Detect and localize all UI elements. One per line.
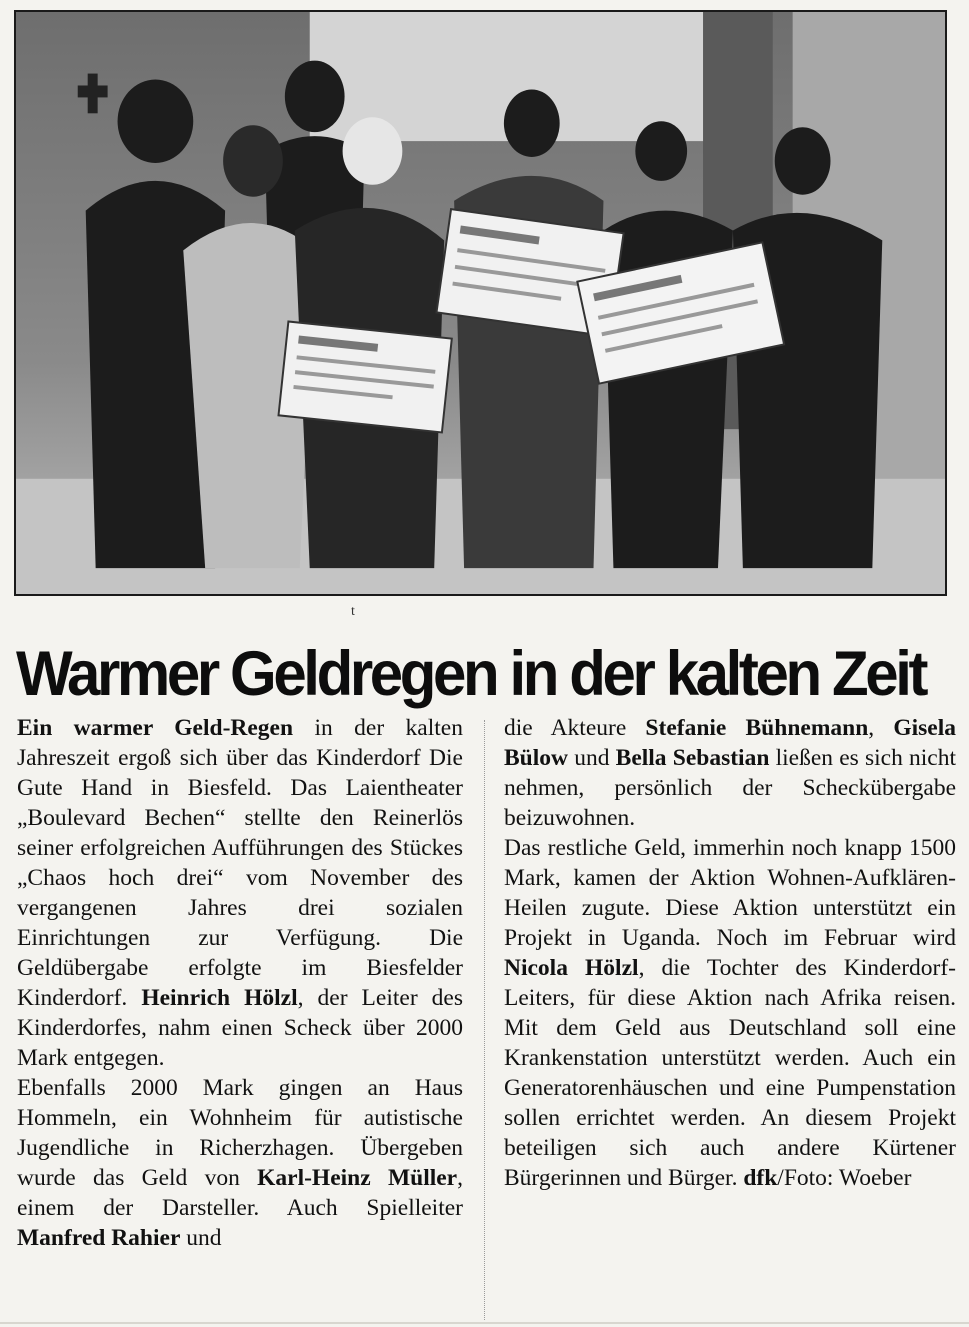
article-column-right: [504, 713, 956, 1193]
page-edge: [0, 1322, 969, 1324]
article-paragraph: [504, 833, 956, 1193]
print-speck: t: [351, 604, 355, 619]
bold-name: Ein warmer Geld-Regen: [17, 715, 294, 741]
text-run: , einem der Darsteller. Auch Spielleiter: [17, 1165, 463, 1221]
column-divider: [484, 720, 486, 1320]
article-paragraph: [17, 1073, 463, 1253]
text-run: und: [180, 1225, 222, 1251]
bold-name: dfk: [743, 1165, 778, 1191]
text-run: die Akteure: [504, 715, 646, 741]
text-run: in der kalten Jahreszeit ergoß sich über das Kinderdorf Die Gute Hand in Biesfeld. Das Laientheater „Boulevard Bechen“ stellte den Reinerlös seiner erfolgreichen Aufführungen des Stückes „Chaos hoch drei“ vom November des vergangenen Jahres drei sozialen Einrichtungen zur Verfügung. Die Geldübergabe erfolgte im Biesfelder Kinderdorf.: [17, 715, 463, 1011]
article-photo: [14, 10, 947, 596]
article-paragraph: [504, 713, 956, 833]
article-column-left: [17, 713, 463, 1253]
bold-name: Heinrich Hölzl: [141, 985, 298, 1011]
text-run: ließen es sich nicht nehmen, persönlich der Scheckübergabe beizuwohnen.: [504, 745, 956, 831]
text-run: , der Leiter des Kinderdorfes, nahm einen Scheck über 2000 Mark entgegen.: [17, 985, 463, 1071]
text-run: /Foto: Woeber: [777, 1165, 912, 1191]
text-run: ,: [868, 715, 894, 741]
group-photo-image: [16, 12, 945, 594]
bold-name: Nicola Hölzl: [504, 955, 639, 981]
text-run: Ebenfalls 2000 Mark gingen an Haus Hommeln, ein Wohnheim für autistische Jugendliche in Richerzhagen. Übergeben wurde das Geld von: [17, 1075, 463, 1191]
bold-name: Karl-Heinz Müller: [257, 1165, 458, 1191]
bold-name: Manfred Rahier: [17, 1225, 181, 1251]
text-run: Das restliche Geld, immerhin noch knapp 1500 Mark, kamen der Aktion Wohnen-Aufklären-Heilen zugute. Diese Aktion unterstützt ein Projekt in Uganda. Noch im Februar wird: [504, 835, 956, 951]
text-run: , die Tochter des Kinderdorf-Leiters, für diese Aktion nach Afrika reisen. Mit dem Geld aus Deutschland soll eine Krankenstation unterstützt werden. Auch ein Generatorenhäuschen und eine Pumpenstation sollen errichtet werden. An diesem Projekt beteiligen sich auch andere Kürtener Bürgerinnen und Bürger.: [504, 955, 956, 1191]
bold-name: Stefanie Bühnemann: [645, 715, 869, 741]
text-run: und: [568, 745, 616, 771]
article-headline: Warmer Geldregen in der kalten Zeit: [16, 638, 926, 709]
article-paragraph: [17, 713, 463, 1073]
bold-name: Gisela Bülow: [504, 715, 956, 771]
bold-name: Bella Sebastian: [615, 745, 770, 771]
